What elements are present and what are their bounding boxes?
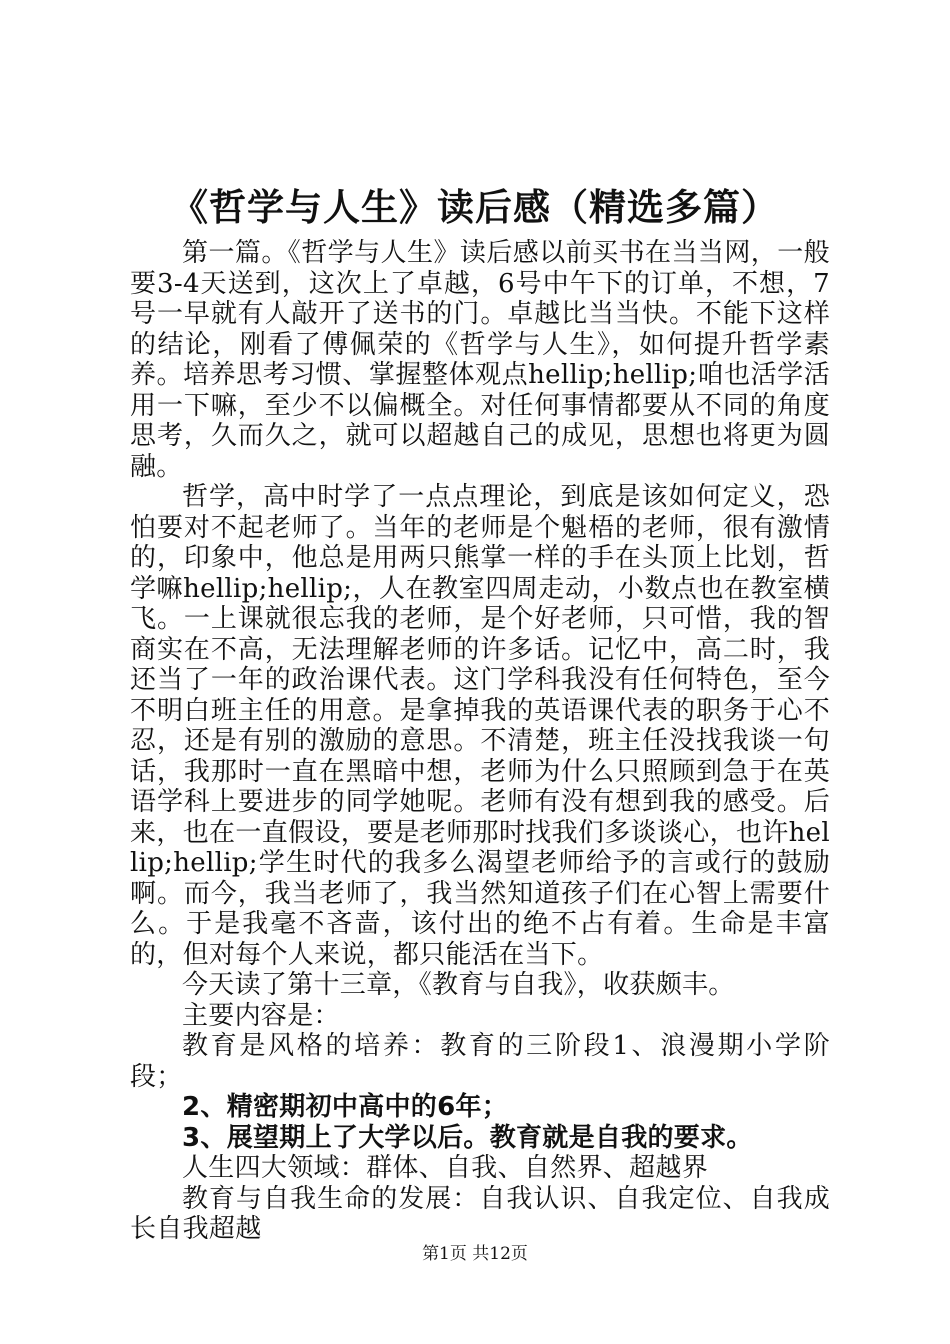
page-footer: 第1页 共12页 [422, 1244, 528, 1264]
paragraph-1: 第一篇。《哲学与人生》读后感以前买书在当当网，一般要3-4天送到，这次上了卓越，6号中午下的订单，不想，7号一早就有人敲开了送书的门。卓越比当当快。不能下这样的结论，刚看了傅佩荣的《哲学与人生》，如何提升哲学素养。培养思考习惯、掌握整体观点hellip;hellip;咱也活学活用一下嘛，至少不以偏概全。对任何事情都要从不同的角度思考，久而久之，就可以超越自己的成见，思想也将更为圆融。 [130, 238, 830, 482]
paragraph-3: 今天读了第十三章，《教育与自我》，收获颇丰。 [182, 970, 735, 1000]
document-body [130, 238, 830, 1245]
paragraph-6: 2、精密期初中高中的6年； [182, 1092, 509, 1122]
paragraph-4: 主要内容是： [182, 1000, 340, 1031]
paragraph-8: 人生四大领域：群体、自我、自然界、超越界 [182, 1153, 709, 1183]
document-title: 《哲学与人生》读后感（精选多篇） [171, 186, 779, 229]
paragraph-7: 3、展望期上了大学以后。教育就是自我的要求。 [182, 1122, 753, 1153]
paragraph-2: 哲学，高中时学了一点点理论，到底是该如何定义，恐怕要对不起老师了。当年的老师是个魁梧的老师，很有激情的，印象中，他总是用两只熊掌一样的手在头顶上比划，哲学嘛hellip;hellip;，人在教室四周走动，小数点也在教室横飞。一上课就很忘我的老师，是个好老师，只可惜，我的智商实在不高，无法理解老师的许多话。记忆中，高二时，我还当了一年的政治课代表。这门学科我没有任何特色，至今不明白班主任的用意。是拿掉我的英语课代表的职务于心不忍，还是有别的激励的意思。不清楚，班主任没找我谈一句话，我那时一直在黑暗中想，老师为什么只照顾到急于在英语学科上要进步的同学她呢。老师有没有想到我的感受。后来，也在一直假设，要是老师那时找我们多谈谈心，也许hellip;hellip;学生时代的我多么渴望老师给予的言或行的鼓励啊。而今，我当老师了，我当然知道孩子们在心智上需要什么。于是我毫不吝啬，该付出的绝不占有着。生命是丰富的，但对每个人来说，都只能活在当下。 [130, 482, 830, 970]
paragraph-5: 教育是风格的培养：教育的三阶段1、浪漫期小学阶段； [130, 1031, 830, 1092]
paragraph-9: 教育与自我生命的发展：自我认识、自我定位、自我成长自我超越 [130, 1183, 830, 1244]
